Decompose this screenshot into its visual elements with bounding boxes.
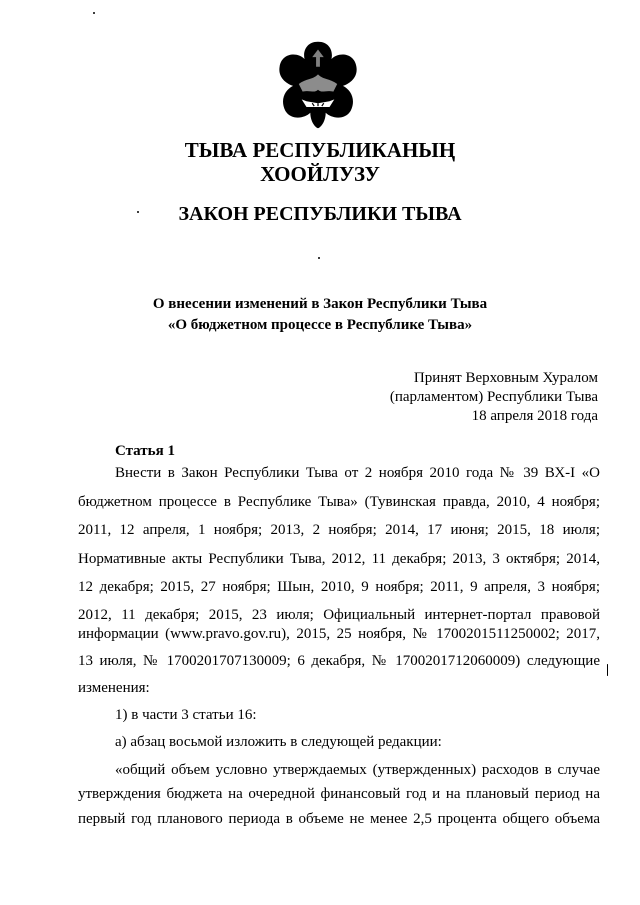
margin-mark bbox=[607, 664, 608, 676]
body-line: 13 июля, № 1700201707130009; 6 декабря, № 1700201712060009) следующие bbox=[78, 653, 600, 669]
body-line: информации (www.pravo.gov.ru), 2015, 25 ноября, № 1700201511250002; 2017, bbox=[78, 626, 600, 642]
body-line: бюджетном процессе в Республике Тыва» (Тувинская правда, 2010, 4 ноября; bbox=[78, 494, 600, 510]
body-line: а) абзац восьмой изложить в следующей редакции: bbox=[115, 734, 442, 750]
law-subject-line1: О внесении изменений в Закон Республики Тыва bbox=[152, 296, 488, 312]
body-line: Внести в Закон Республики Тыва от 2 ноября 2010 года № 39 ВХ-I «О bbox=[115, 465, 600, 481]
adoption-date: 18 апреля 2018 года bbox=[471, 408, 598, 424]
body-line: изменения: bbox=[78, 680, 150, 696]
adopted-by-line2: (парламентом) Республики Тыва bbox=[389, 389, 598, 405]
body-line: 2011, 12 апреля, 1 ноября; 2013, 2 ноября; 2014, 17 июня; 2015, 18 июля; bbox=[78, 522, 600, 538]
russian-law-title: ЗАКОН РЕСПУБЛИКИ ТЫВА bbox=[178, 203, 462, 225]
tuva-emblem-icon bbox=[270, 36, 366, 132]
body-line: 1) в части 3 статьи 16: bbox=[115, 707, 257, 723]
tyva-title-line1: ТЫВА РЕСПУБЛИКАНЫҢ bbox=[184, 138, 456, 162]
law-subject-line2: «О бюджетном процессе в Республике Тыва» bbox=[167, 317, 473, 333]
body-line: «общий объем условно утверждаемых (утвержденных) расходов в случае bbox=[115, 762, 600, 778]
scan-speck bbox=[318, 257, 320, 259]
body-line: 2012, 11 декабря; 2015, 23 июля; Официальный интернет-портал правовой bbox=[78, 607, 600, 623]
body-line: утверждения бюджета на очередной финансовый год и на плановый период на bbox=[78, 786, 600, 802]
scan-speck bbox=[93, 12, 95, 14]
tyva-title-line2: ХООЙЛУЗУ bbox=[260, 162, 380, 186]
body-line: Нормативные акты Республики Тыва, 2012, 11 декабря; 2013, 3 октября; 2014, bbox=[78, 551, 600, 567]
adopted-by-line1: Принят Верховным Хуралом bbox=[413, 370, 598, 386]
body-line: 12 декабря; 2015, 27 ноября; Шын, 2010, 9 ноября; 2011, 9 апреля, 3 ноября; bbox=[78, 579, 600, 595]
article-heading: Статья 1 bbox=[115, 443, 175, 459]
body-line: первый год планового периода в объеме не менее 2,5 процента общего объема bbox=[78, 811, 600, 827]
scan-speck bbox=[137, 211, 139, 213]
